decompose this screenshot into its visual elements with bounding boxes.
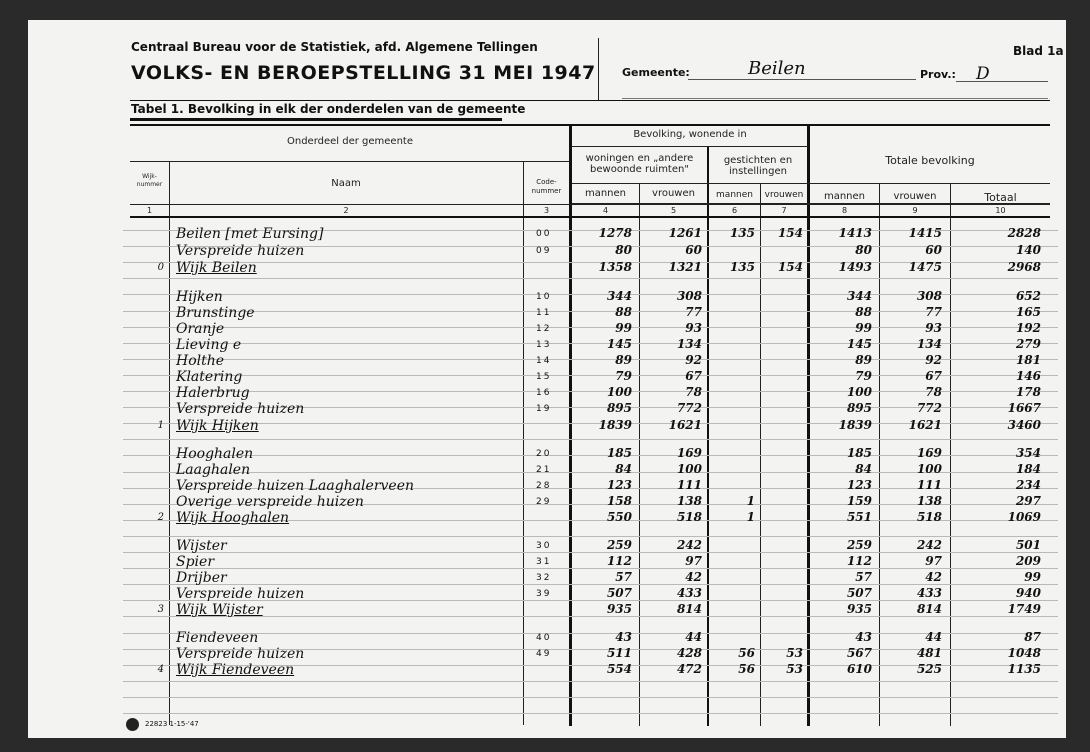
woningen-mannen: 185 — [606, 446, 632, 460]
woningen-mannen: 145 — [606, 337, 632, 351]
row-code: 13 — [536, 340, 552, 350]
totaal-vrouwen: 772 — [916, 401, 942, 415]
woningen-mannen: 112 — [606, 554, 632, 568]
woningen-vrouwen: 1621 — [668, 418, 702, 432]
woningen-vrouwen: 1321 — [668, 260, 702, 274]
row-code: 09 — [536, 246, 552, 256]
gestichten-mannen: 56 — [738, 646, 755, 660]
woningen-vrouwen: 77 — [685, 305, 702, 319]
wijk-number: 2 — [157, 512, 164, 523]
row-code: 14 — [536, 356, 552, 366]
totaal-mannen: 123 — [846, 478, 872, 492]
totaal-vrouwen: 1621 — [908, 418, 942, 432]
row-code: 30 — [536, 541, 552, 551]
gestichten-mannen: 135 — [729, 226, 755, 240]
woningen-vrouwen: 60 — [685, 243, 702, 257]
woningen-vrouwen: 78 — [685, 385, 702, 399]
header-wm: mannen — [584, 188, 627, 199]
table-title: Tabel 1. Bevolking in elk der onderdelen van de gemeente — [131, 102, 526, 116]
row-code: 32 — [536, 573, 552, 583]
totaal-mannen: 1839 — [838, 418, 872, 432]
header-wijknummer: Wijk-nummer — [136, 173, 163, 188]
totaal: 3460 — [1007, 418, 1041, 432]
totaal-vrouwen: 44 — [925, 630, 942, 644]
totaal: 1749 — [1007, 602, 1041, 616]
totaal-vrouwen: 111 — [916, 478, 942, 492]
totaal-vrouwen: 169 — [916, 446, 942, 460]
woningen-vrouwen: 100 — [676, 462, 702, 476]
totaal: 1667 — [1007, 401, 1041, 415]
row-code: 19 — [536, 404, 552, 414]
totaal-mannen: 57 — [855, 570, 872, 584]
row-name: Verspreide huizen — [176, 586, 305, 602]
woningen-vrouwen: 814 — [676, 602, 702, 616]
totaal-mannen: 88 — [855, 305, 872, 319]
print-logo — [126, 718, 139, 731]
totaal-mannen: 84 — [855, 462, 872, 476]
wijk-number: 4 — [157, 664, 164, 675]
blad-label: Blad 1a — [1013, 44, 1064, 58]
wijk-number: 3 — [157, 604, 164, 615]
woningen-mannen: 80 — [615, 243, 632, 257]
header-codenummer: Code-nummer — [531, 178, 562, 195]
row-name: Holthe — [176, 353, 225, 369]
totaal-mannen: 1493 — [838, 260, 872, 274]
row-code: 28 — [536, 481, 552, 491]
totaal: 181 — [1015, 353, 1041, 367]
woningen-mannen: 1839 — [598, 418, 632, 432]
totaal: 297 — [1015, 494, 1041, 508]
print-code: 22823 1-15-'47 — [145, 720, 199, 728]
totaal-vrouwen: 525 — [916, 662, 942, 676]
totaal-vrouwen: 1475 — [908, 260, 942, 274]
row-code: 20 — [536, 449, 552, 459]
woningen-mannen: 79 — [615, 369, 632, 383]
ruled-line — [123, 697, 1058, 698]
totaal: 1069 — [1007, 510, 1041, 524]
totaal: 940 — [1015, 586, 1041, 600]
totaal-vrouwen: 138 — [916, 494, 942, 508]
header-naam: Naam — [331, 178, 361, 189]
row-name: Wijk Hijken — [176, 418, 259, 434]
rule-units — [572, 183, 1050, 184]
colnum-9: 9 — [912, 206, 918, 215]
row-name: Lieving e — [176, 337, 242, 353]
totaal-vrouwen: 814 — [916, 602, 942, 616]
woningen-mannen: 88 — [615, 305, 632, 319]
rule-colnums-bottom — [130, 216, 1050, 218]
row-name: Wijk Fiendeveen — [176, 662, 295, 678]
header-divider — [598, 38, 599, 100]
woningen-mannen: 99 — [615, 321, 632, 335]
row-name: Wijster — [176, 538, 227, 554]
totaal: 234 — [1015, 478, 1041, 492]
table-top-rule — [130, 118, 502, 121]
gemeente-extra-line — [622, 98, 1048, 99]
colnum-4: 4 — [602, 206, 609, 215]
totaal: 146 — [1015, 369, 1041, 383]
woningen-mannen: 89 — [615, 353, 632, 367]
header-woningen: woningen en „andere bewoonde ruimten" — [585, 153, 694, 175]
totaal: 209 — [1015, 554, 1041, 568]
totaal-vrouwen: 242 — [916, 538, 942, 552]
row-code: 39 — [536, 589, 552, 599]
bureau-line: Centraal Bureau voor de Statistiek, afd. Algemene Tellingen — [131, 40, 538, 54]
totaal-mannen: 89 — [855, 353, 872, 367]
row-name: Laaghalen — [176, 462, 251, 478]
row-name: Klatering — [176, 369, 243, 385]
row-name: Brunstinge — [176, 305, 255, 321]
totaal: 501 — [1015, 538, 1041, 552]
totaal-vrouwen: 78 — [925, 385, 942, 399]
totaal-mannen: 895 — [846, 401, 872, 415]
row-name: Verspreide huizen — [176, 243, 305, 259]
woningen-mannen: 511 — [606, 646, 632, 660]
totaal-mannen: 507 — [846, 586, 872, 600]
row-code: 40 — [536, 633, 552, 643]
row-code: 29 — [536, 497, 552, 507]
totaal: 1048 — [1007, 646, 1041, 660]
ruled-line — [123, 278, 1058, 279]
colnum-2: 2 — [343, 206, 349, 215]
row-code: 11 — [536, 308, 552, 318]
woningen-mannen: 100 — [606, 385, 632, 399]
totaal-mannen: 99 — [855, 321, 872, 335]
header-gestichten: gestichten en instellingen — [723, 155, 793, 177]
woningen-vrouwen: 44 — [685, 630, 702, 644]
totaal-mannen: 145 — [846, 337, 872, 351]
totaal: 1135 — [1007, 662, 1041, 676]
header-bevolking: Bevolking, wonende in — [633, 129, 747, 140]
totaal-vrouwen: 100 — [916, 462, 942, 476]
woningen-vrouwen: 138 — [676, 494, 702, 508]
woningen-vrouwen: 97 — [685, 554, 702, 568]
totaal-mannen: 100 — [846, 385, 872, 399]
colnum-1: 1 — [146, 206, 153, 215]
woningen-mannen: 158 — [606, 494, 632, 508]
row-code: 16 — [536, 388, 552, 398]
row-name: Wijk Beilen — [176, 260, 257, 276]
woningen-mannen: 57 — [615, 570, 632, 584]
row-name: Fiendeveen — [176, 630, 259, 646]
row-name: Oranje — [176, 321, 225, 337]
colnum-10: 10 — [995, 206, 1006, 215]
woningen-vrouwen: 93 — [685, 321, 702, 335]
row-code: 15 — [536, 372, 552, 382]
totaal: 99 — [1024, 570, 1041, 584]
woningen-mannen: 123 — [606, 478, 632, 492]
totaal: 87 — [1024, 630, 1041, 644]
totaal-mannen: 610 — [846, 662, 872, 676]
totaal-mannen: 43 — [855, 630, 872, 644]
gestichten-vrouwen: 53 — [786, 646, 803, 660]
woningen-mannen: 43 — [615, 630, 632, 644]
totaal-vrouwen: 308 — [916, 289, 942, 303]
row-name: Wijk Wijster — [176, 602, 263, 618]
totaal-vrouwen: 481 — [916, 646, 942, 660]
woningen-vrouwen: 308 — [676, 289, 702, 303]
prov-label: Prov.: — [920, 68, 956, 81]
woningen-mannen: 895 — [606, 401, 632, 415]
totaal-mannen: 259 — [846, 538, 872, 552]
woningen-vrouwen: 1261 — [668, 226, 702, 240]
totaal: 354 — [1015, 446, 1041, 460]
colnum-5: 5 — [670, 206, 677, 215]
totaal-vrouwen: 1415 — [908, 226, 942, 240]
woningen-mannen: 550 — [606, 510, 632, 524]
prov-underline — [956, 81, 1048, 82]
totaal: 2968 — [1007, 260, 1041, 274]
woningen-vrouwen: 428 — [676, 646, 702, 660]
gestichten-mannen: 1 — [746, 494, 755, 508]
header-onderdeel: Onderdeel der gemeente — [286, 136, 413, 147]
totaal-vrouwen: 93 — [925, 321, 942, 335]
ruled-line — [123, 713, 1058, 714]
header-tv: vrouwen — [893, 191, 937, 202]
rule-colnums-top — [130, 204, 1050, 205]
totaal-mannen: 79 — [855, 369, 872, 383]
header-tt: Totaal — [984, 191, 1017, 204]
row-name: Beilen [met Eursing] — [176, 226, 324, 242]
gestichten-vrouwen: 53 — [786, 662, 803, 676]
totaal: 652 — [1015, 289, 1041, 303]
colnum-7: 7 — [781, 206, 787, 215]
woningen-vrouwen: 169 — [676, 446, 702, 460]
woningen-mannen: 344 — [606, 289, 632, 303]
wijk-number: 0 — [157, 262, 164, 273]
ruled-line — [123, 536, 1058, 537]
totaal: 165 — [1015, 305, 1041, 319]
totaal-mannen: 185 — [846, 446, 872, 460]
row-name: Verspreide huizen — [176, 401, 305, 417]
header-totale: Totale bevolking — [885, 154, 975, 167]
woningen-vrouwen: 111 — [676, 478, 702, 492]
totaal-vrouwen: 77 — [925, 305, 942, 319]
header-gm: mannen — [716, 190, 753, 200]
gemeente-label: Gemeente: — [622, 66, 690, 79]
rule-bevolking — [572, 146, 808, 147]
header-gv: vrouwen — [764, 190, 804, 200]
totaal-vrouwen: 67 — [925, 369, 942, 383]
woningen-mannen: 84 — [615, 462, 632, 476]
totaal-mannen: 567 — [846, 646, 872, 660]
wijk-number: 1 — [157, 420, 164, 431]
woningen-vrouwen: 92 — [685, 353, 702, 367]
totaal-mannen: 112 — [846, 554, 872, 568]
woningen-mannen: 259 — [606, 538, 632, 552]
gestichten-mannen: 1 — [746, 510, 755, 524]
woningen-vrouwen: 134 — [676, 337, 702, 351]
woningen-vrouwen: 433 — [676, 586, 702, 600]
totaal-mannen: 159 — [846, 494, 872, 508]
page-title: VOLKS- EN BEROEPSTELLING 31 MEI 1947 — [131, 62, 596, 84]
woningen-vrouwen: 772 — [676, 401, 702, 415]
row-code: 21 — [536, 465, 552, 475]
table-top-rule-2 — [130, 124, 1050, 126]
gemeente-underline — [688, 79, 916, 80]
totaal-vrouwen: 97 — [925, 554, 942, 568]
totaal-vrouwen: 92 — [925, 353, 942, 367]
gestichten-vrouwen: 154 — [777, 260, 803, 274]
row-name: Spier — [176, 554, 215, 570]
woningen-vrouwen: 242 — [676, 538, 702, 552]
totaal-vrouwen: 42 — [925, 570, 942, 584]
totaal: 178 — [1015, 385, 1041, 399]
colnum-3: 3 — [543, 206, 550, 215]
woningen-vrouwen: 67 — [685, 369, 702, 383]
gestichten-vrouwen: 154 — [777, 226, 803, 240]
totaal: 140 — [1015, 243, 1041, 257]
totaal-mannen: 1413 — [838, 226, 872, 240]
header-tm: mannen — [823, 191, 866, 202]
woningen-mannen: 507 — [606, 586, 632, 600]
table-title-rule — [130, 100, 1050, 101]
totaal-vrouwen: 60 — [925, 243, 942, 257]
row-name: Wijk Hooghalen — [176, 510, 290, 526]
totaal-mannen: 935 — [846, 602, 872, 616]
row-name: Halerbrug — [176, 385, 250, 401]
ruled-line — [123, 439, 1058, 440]
totaal: 184 — [1015, 462, 1041, 476]
totaal: 2828 — [1007, 226, 1041, 240]
woningen-vrouwen: 518 — [676, 510, 702, 524]
row-code: 49 — [536, 649, 552, 659]
woningen-mannen: 935 — [606, 602, 632, 616]
row-name: Verspreide huizen — [176, 646, 305, 662]
woningen-vrouwen: 42 — [685, 570, 702, 584]
woningen-vrouwen: 472 — [676, 662, 702, 676]
totaal-vrouwen: 433 — [916, 586, 942, 600]
census-sheet — [28, 20, 1066, 738]
rule-naam-top — [130, 161, 570, 162]
row-code: 31 — [536, 557, 552, 567]
totaal-mannen: 80 — [855, 243, 872, 257]
gestichten-mannen: 135 — [729, 260, 755, 274]
prov-value: D — [976, 64, 990, 84]
row-name: Verspreide huizen Laaghalerveen — [176, 478, 415, 494]
gestichten-mannen: 56 — [738, 662, 755, 676]
totaal: 279 — [1015, 337, 1041, 351]
colnum-8: 8 — [841, 206, 848, 215]
ruled-line — [123, 681, 1058, 682]
row-code: 10 — [536, 292, 552, 302]
totaal: 192 — [1015, 321, 1041, 335]
totaal-vrouwen: 518 — [916, 510, 942, 524]
row-code: 00 — [536, 229, 552, 239]
row-name: Drijber — [176, 570, 227, 586]
row-name: Overige verspreide huizen — [176, 494, 364, 510]
woningen-mannen: 554 — [606, 662, 632, 676]
header-wv: vrouwen — [652, 188, 695, 199]
row-name: Hooghalen — [176, 446, 254, 462]
totaal-mannen: 344 — [846, 289, 872, 303]
row-code: 12 — [536, 324, 552, 334]
woningen-mannen: 1358 — [598, 260, 632, 274]
totaal-vrouwen: 134 — [916, 337, 942, 351]
totaal-mannen: 551 — [846, 510, 872, 524]
gemeente-value: Beilen — [748, 58, 806, 79]
woningen-mannen: 1278 — [598, 226, 632, 240]
colnum-6: 6 — [731, 206, 738, 215]
row-name: Hijken — [176, 289, 223, 305]
